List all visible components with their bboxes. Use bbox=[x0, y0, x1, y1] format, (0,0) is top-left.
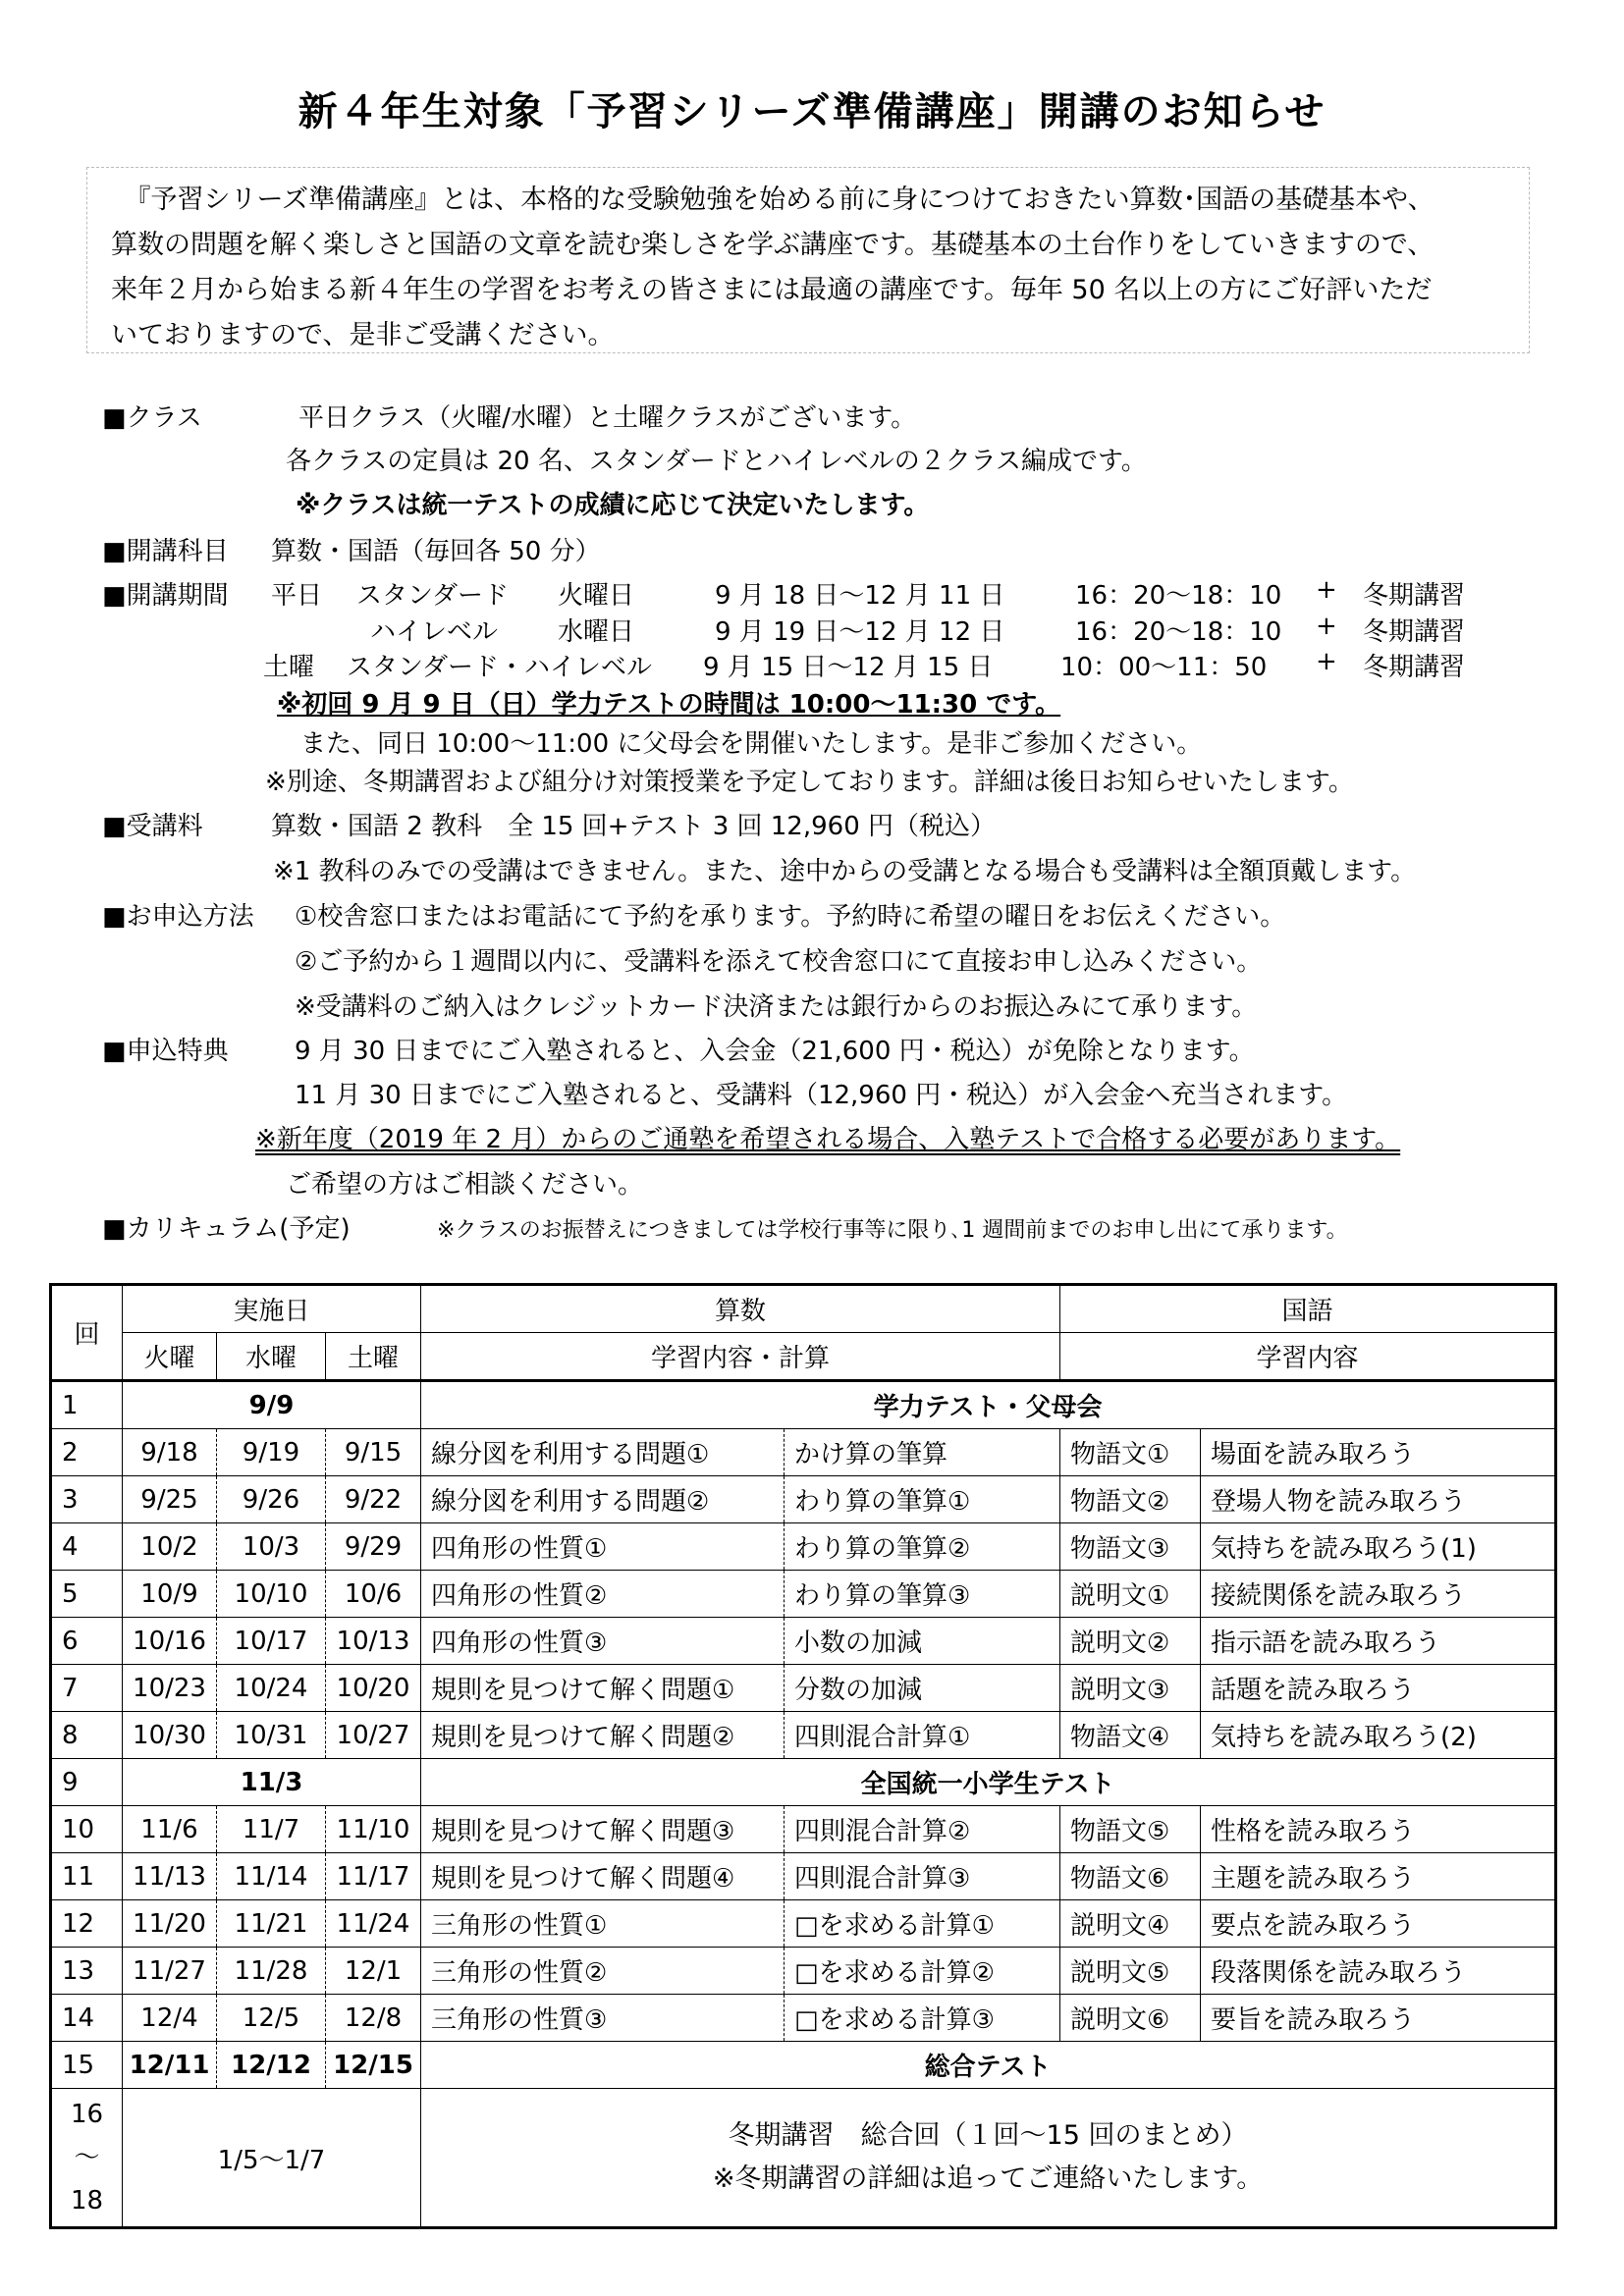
row-number: 6 bbox=[51, 1618, 123, 1665]
row-sat: 9/29 bbox=[326, 1523, 421, 1571]
period-plus: + bbox=[1316, 647, 1337, 676]
apply-line3: ※受講料のご納入はクレジットカード決済または銀行からのお振込みにて承ります。 bbox=[295, 992, 1258, 1022]
row-sat: 11/17 bbox=[326, 1853, 421, 1900]
period-group: 平日 bbox=[271, 581, 323, 611]
row-jp-type: 物語文③ bbox=[1060, 1523, 1201, 1571]
subjects-label: ■開講科目 bbox=[102, 537, 229, 566]
table-row bbox=[51, 1429, 1556, 1476]
row-sat: 12/1 bbox=[326, 1948, 421, 1995]
row-math-topic: 三角形の性質① bbox=[421, 1900, 785, 1948]
row-jp-topic: 指示語を読み取ろう bbox=[1201, 1618, 1556, 1665]
row-wed: 11/7 bbox=[217, 1806, 326, 1853]
row-jp-type: 説明文⑥ bbox=[1060, 1995, 1201, 2042]
row-number-tilde: ～ bbox=[74, 2143, 100, 2172]
row-math-calc: 四則混合計算③ bbox=[785, 1853, 1060, 1900]
table-row bbox=[51, 1806, 1556, 1853]
period-note3: ※別途、冬期講習および組分け対策授業を予定しております。詳細は後日お知らせいたします。 bbox=[265, 768, 1354, 797]
winter-course-line2: ※冬期講習の詳細は追ってご連絡いたします。 bbox=[712, 2163, 1264, 2194]
period-day: 水曜日 bbox=[558, 617, 635, 647]
curriculum-label: ■カリキュラム(予定) bbox=[102, 1214, 351, 1244]
row-event: 全国統一小学生テスト bbox=[421, 1759, 1556, 1806]
row-tue: 12/11 bbox=[123, 2042, 217, 2089]
row-math-calc: □を求める計算① bbox=[785, 1900, 1060, 1948]
row-tue: 12/4 bbox=[123, 1995, 217, 2042]
row-event: 学力テスト・父母会 bbox=[421, 1381, 1556, 1429]
row-number-start: 16 bbox=[70, 2100, 104, 2129]
row-math-calc: 四則混合計算① bbox=[785, 1712, 1060, 1759]
row-math-topic: 四角形の性質② bbox=[421, 1571, 785, 1618]
row-number: 4 bbox=[51, 1523, 123, 1571]
period-time: 10：00～11：50 bbox=[1060, 653, 1268, 682]
period-level: スタンダード・ハイレベル bbox=[347, 653, 652, 682]
benefit-note2: ご希望の方はご相談ください。 bbox=[286, 1170, 644, 1200]
row-number: 10 bbox=[51, 1806, 123, 1853]
row-jp-type: 物語文④ bbox=[1060, 1712, 1201, 1759]
table-row bbox=[51, 1712, 1556, 1759]
row-tue: 11/27 bbox=[123, 1948, 217, 1995]
row-number: 15 bbox=[51, 2042, 123, 2089]
row-wed: 9/26 bbox=[217, 1476, 326, 1523]
class-label: ■クラス bbox=[102, 403, 202, 433]
header-tue: 火曜 bbox=[123, 1333, 217, 1381]
row-number: 9 bbox=[51, 1759, 123, 1806]
winter-course-line1: 冬期講習 総合回（１回～15 回のまとめ） bbox=[728, 2120, 1248, 2151]
row-jp-topic: 性格を読み取ろう bbox=[1201, 1806, 1556, 1853]
period-extra: 冬期講習 bbox=[1363, 653, 1466, 682]
winter-course-cell bbox=[421, 2089, 1556, 2228]
row-jp-topic: 接続関係を読み取ろう bbox=[1201, 1571, 1556, 1618]
row-number: 12 bbox=[51, 1900, 123, 1948]
row-jp-type: 説明文④ bbox=[1060, 1900, 1201, 1948]
intro-line: 算数の問題を解く楽しさと国語の文章を読む楽しさを学ぶ講座です。基礎基本の土台作りをしていきますので、 bbox=[111, 230, 1435, 260]
period-time: 16：20～18：10 bbox=[1075, 581, 1282, 611]
header-math-sub: 学習内容・計算 bbox=[421, 1333, 1060, 1381]
table-row bbox=[51, 1900, 1556, 1948]
period-time: 16：20～18：10 bbox=[1075, 617, 1282, 647]
class-note: ※クラスは統一テストの成績に応じて決定いたします。 bbox=[296, 491, 930, 520]
page-title: 新４年生対象「予習シリーズ準備講座」開講のお知らせ bbox=[298, 89, 1326, 134]
period-extra: 冬期講習 bbox=[1363, 617, 1466, 647]
row-math-calc: □を求める計算③ bbox=[785, 1995, 1060, 2042]
row-jp-topic: 登場人物を読み取ろう bbox=[1201, 1476, 1556, 1523]
header-date: 実施日 bbox=[123, 1285, 421, 1333]
row-tue: 10/2 bbox=[123, 1523, 217, 1571]
row-sat: 12/8 bbox=[326, 1995, 421, 2042]
intro-line: 『予習シリーズ準備講座』とは、本格的な受験勉強を始める前に身につけておきたい算数･国語の基礎基本や、 bbox=[111, 185, 1435, 215]
row-tue: 9/25 bbox=[123, 1476, 217, 1523]
row-math-topic: 規則を見つけて解く問題② bbox=[421, 1712, 785, 1759]
curriculum-note: ※クラスのお振替えにつきましては学校行事等に限り､1 週間前までのお申し出にて承ります。 bbox=[437, 1218, 1348, 1243]
row-sat: 10/27 bbox=[326, 1712, 421, 1759]
row-wed: 12/5 bbox=[217, 1995, 326, 2042]
table-row bbox=[51, 1665, 1556, 1712]
period-note2: また、同日 10:00～11:00 に父母会を開催いたします。是非ご参加ください。 bbox=[300, 729, 1203, 759]
table-row bbox=[51, 1995, 1556, 2042]
row-number: 1 bbox=[51, 1381, 123, 1429]
row-wed: 11/21 bbox=[217, 1900, 326, 1948]
intro-box bbox=[86, 167, 1530, 353]
row-number: 14 bbox=[51, 1995, 123, 2042]
row-number: 8 bbox=[51, 1712, 123, 1759]
row-jp-topic: 気持ちを読み取ろう(2) bbox=[1201, 1712, 1556, 1759]
row-math-topic: 規則を見つけて解く問題④ bbox=[421, 1853, 785, 1900]
row-math-topic: 四角形の性質③ bbox=[421, 1618, 785, 1665]
fee-text: 算数・国語 2 教科 全 15 回+テスト 3 回 12,960 円（税込） bbox=[271, 812, 997, 841]
row-wed: 12/12 bbox=[217, 2042, 326, 2089]
row-math-calc: わり算の筆算③ bbox=[785, 1571, 1060, 1618]
row-tue: 9/18 bbox=[123, 1429, 217, 1476]
row-math-calc: わり算の筆算① bbox=[785, 1476, 1060, 1523]
row-number: 7 bbox=[51, 1665, 123, 1712]
row-wed: 10/31 bbox=[217, 1712, 326, 1759]
row-sat: 12/15 bbox=[326, 2042, 421, 2089]
row-tue: 10/23 bbox=[123, 1665, 217, 1712]
row-sat: 10/20 bbox=[326, 1665, 421, 1712]
period-level: ハイレベル bbox=[370, 617, 499, 647]
row-tue: 11/13 bbox=[123, 1853, 217, 1900]
subjects-text: 算数・国語（毎回各 50 分） bbox=[271, 537, 601, 566]
header-sat: 土曜 bbox=[326, 1333, 421, 1381]
row-sat: 11/10 bbox=[326, 1806, 421, 1853]
class-line1: 平日クラス（火曜/水曜）と土曜クラスがございます。 bbox=[298, 403, 917, 433]
table-row bbox=[51, 1948, 1556, 1995]
row-wed: 10/17 bbox=[217, 1618, 326, 1665]
apply-line1: ①校舎窓口またはお電話にて予約を承ります。予約時に希望の曜日をお伝えください。 bbox=[295, 902, 1286, 932]
row-jp-type: 説明文⑤ bbox=[1060, 1948, 1201, 1995]
row-math-topic: 三角形の性質③ bbox=[421, 1995, 785, 2042]
row-jp-topic: 主題を読み取ろう bbox=[1201, 1853, 1556, 1900]
row-wed: 11/14 bbox=[217, 1853, 326, 1900]
curriculum-table bbox=[49, 1283, 1557, 2229]
row-event: 総合テスト bbox=[421, 2042, 1556, 2089]
period-note1: ※初回 9 月 9 日（日）学力テストの時間は 10:00～11:30 です。 bbox=[277, 690, 1061, 720]
period-group: 土曜 bbox=[263, 653, 315, 682]
apply-label: ■お申込方法 bbox=[102, 902, 254, 932]
row-jp-type: 説明文③ bbox=[1060, 1665, 1201, 1712]
row-math-calc: 四則混合計算② bbox=[785, 1806, 1060, 1853]
intro-line: いておりますので、是非ご受講ください。 bbox=[111, 320, 615, 350]
table-row bbox=[51, 1476, 1556, 1523]
row-math-calc: □を求める計算② bbox=[785, 1948, 1060, 1995]
row-tue: 10/16 bbox=[123, 1618, 217, 1665]
row-tue: 10/9 bbox=[123, 1571, 217, 1618]
apply-line2: ②ご予約から１週間以内に、受講料を添えて校舎窓口にて直接お申し込みください。 bbox=[295, 947, 1263, 977]
row-math-topic: 線分図を利用する問題① bbox=[421, 1429, 785, 1476]
row-tue: 11/20 bbox=[123, 1900, 217, 1948]
table-row bbox=[51, 1853, 1556, 1900]
table-row bbox=[51, 2042, 1556, 2089]
row-math-topic: 三角形の性質② bbox=[421, 1948, 785, 1995]
row-jp-topic: 段落関係を読み取ろう bbox=[1201, 1948, 1556, 1995]
table-row bbox=[51, 1523, 1556, 1571]
row-date: 11/3 bbox=[123, 1759, 421, 1806]
row-sat: 9/22 bbox=[326, 1476, 421, 1523]
benefit-note1: ※新年度（2019 年 2 月）からのご通塾を希望される場合、入塾テストで合格する必要があります。 bbox=[255, 1125, 1401, 1154]
table-row bbox=[51, 1381, 1556, 1429]
fee-label: ■受講料 bbox=[102, 812, 203, 841]
period-dates: 9 月 19 日～12 月 12 日 bbox=[715, 617, 1005, 647]
period-extra: 冬期講習 bbox=[1363, 581, 1466, 611]
period-label: ■開講期間 bbox=[102, 581, 229, 611]
benefit-line2: 11 月 30 日までにご入塾されると、受講料（12,960 円・税込）が入会金へ充当されます。 bbox=[295, 1081, 1348, 1110]
benefit-label: ■申込特典 bbox=[102, 1037, 229, 1066]
row-sat: 10/13 bbox=[326, 1618, 421, 1665]
row-wed: 10/10 bbox=[217, 1571, 326, 1618]
header-japanese-sub: 学習内容 bbox=[1060, 1333, 1556, 1381]
header-wed: 水曜 bbox=[217, 1333, 326, 1381]
table-row bbox=[51, 1759, 1556, 1806]
row-jp-topic: 気持ちを読み取ろう(1) bbox=[1201, 1523, 1556, 1571]
period-plus: + bbox=[1316, 575, 1337, 605]
intro-line: 来年２月から始まる新４年生の学習をお考えの皆さまには最適の講座です。毎年 50 名以上の方にご好評いただ bbox=[111, 275, 1433, 305]
fee-note: ※1 教科のみでの受講はできません。また、途中からの受講となる場合も受講料は全額頂戴します。 bbox=[273, 857, 1417, 886]
row-number: 3 bbox=[51, 1476, 123, 1523]
row-number bbox=[51, 2089, 123, 2228]
row-jp-topic: 話題を読み取ろう bbox=[1201, 1665, 1556, 1712]
row-wed: 9/19 bbox=[217, 1429, 326, 1476]
row-jp-topic: 要旨を読み取ろう bbox=[1201, 1995, 1556, 2042]
row-jp-type: 物語文⑤ bbox=[1060, 1806, 1201, 1853]
row-jp-topic: 要点を読み取ろう bbox=[1201, 1900, 1556, 1948]
period-level: スタンダード bbox=[356, 581, 509, 611]
row-wed: 10/3 bbox=[217, 1523, 326, 1571]
row-date: 9/9 bbox=[123, 1381, 421, 1429]
header-kai: 回 bbox=[51, 1285, 123, 1381]
row-math-topic: 四角形の性質① bbox=[421, 1523, 785, 1571]
table-row bbox=[51, 1618, 1556, 1665]
row-jp-type: 説明文① bbox=[1060, 1571, 1201, 1618]
row-math-calc: 分数の加減 bbox=[785, 1665, 1060, 1712]
row-tue: 11/6 bbox=[123, 1806, 217, 1853]
row-sat: 9/15 bbox=[326, 1429, 421, 1476]
row-number: 13 bbox=[51, 1948, 123, 1995]
row-sat: 11/24 bbox=[326, 1900, 421, 1948]
row-wed: 11/28 bbox=[217, 1948, 326, 1995]
row-tue: 10/30 bbox=[123, 1712, 217, 1759]
header-math: 算数 bbox=[421, 1285, 1060, 1333]
benefit-line1: 9 月 30 日までにご入塾されると、入会金（21,600 円・税込）が免除となります。 bbox=[295, 1037, 1255, 1066]
row-math-calc: わり算の筆算② bbox=[785, 1523, 1060, 1571]
row-number: 2 bbox=[51, 1429, 123, 1476]
row-number: 5 bbox=[51, 1571, 123, 1618]
header-japanese: 国語 bbox=[1060, 1285, 1556, 1333]
row-jp-type: 物語文② bbox=[1060, 1476, 1201, 1523]
period-plus: + bbox=[1316, 612, 1337, 641]
row-sat: 10/6 bbox=[326, 1571, 421, 1618]
row-jp-type: 説明文② bbox=[1060, 1618, 1201, 1665]
row-date: 1/5～1/7 bbox=[123, 2089, 421, 2228]
row-math-topic: 規則を見つけて解く問題① bbox=[421, 1665, 785, 1712]
row-jp-type: 物語文① bbox=[1060, 1429, 1201, 1476]
row-math-calc: 小数の加減 bbox=[785, 1618, 1060, 1665]
period-dates: 9 月 15 日～12 月 15 日 bbox=[703, 653, 994, 682]
class-line2: 各クラスの定員は 20 名、スタンダードとハイレベルの２クラス編成です。 bbox=[286, 447, 1147, 476]
period-dates: 9 月 18 日～12 月 11 日 bbox=[715, 581, 1005, 611]
row-math-calc: かけ算の筆算 bbox=[785, 1429, 1060, 1476]
row-wed: 10/24 bbox=[217, 1665, 326, 1712]
row-math-topic: 線分図を利用する問題② bbox=[421, 1476, 785, 1523]
row-number: 11 bbox=[51, 1853, 123, 1900]
row-jp-type: 物語文⑥ bbox=[1060, 1853, 1201, 1900]
period-day: 火曜日 bbox=[558, 581, 635, 611]
row-number-end: 18 bbox=[70, 2186, 104, 2216]
table-row bbox=[51, 2089, 1556, 2228]
row-math-topic: 規則を見つけて解く問題③ bbox=[421, 1806, 785, 1853]
table-row bbox=[51, 1571, 1556, 1618]
row-jp-topic: 場面を読み取ろう bbox=[1201, 1429, 1556, 1476]
